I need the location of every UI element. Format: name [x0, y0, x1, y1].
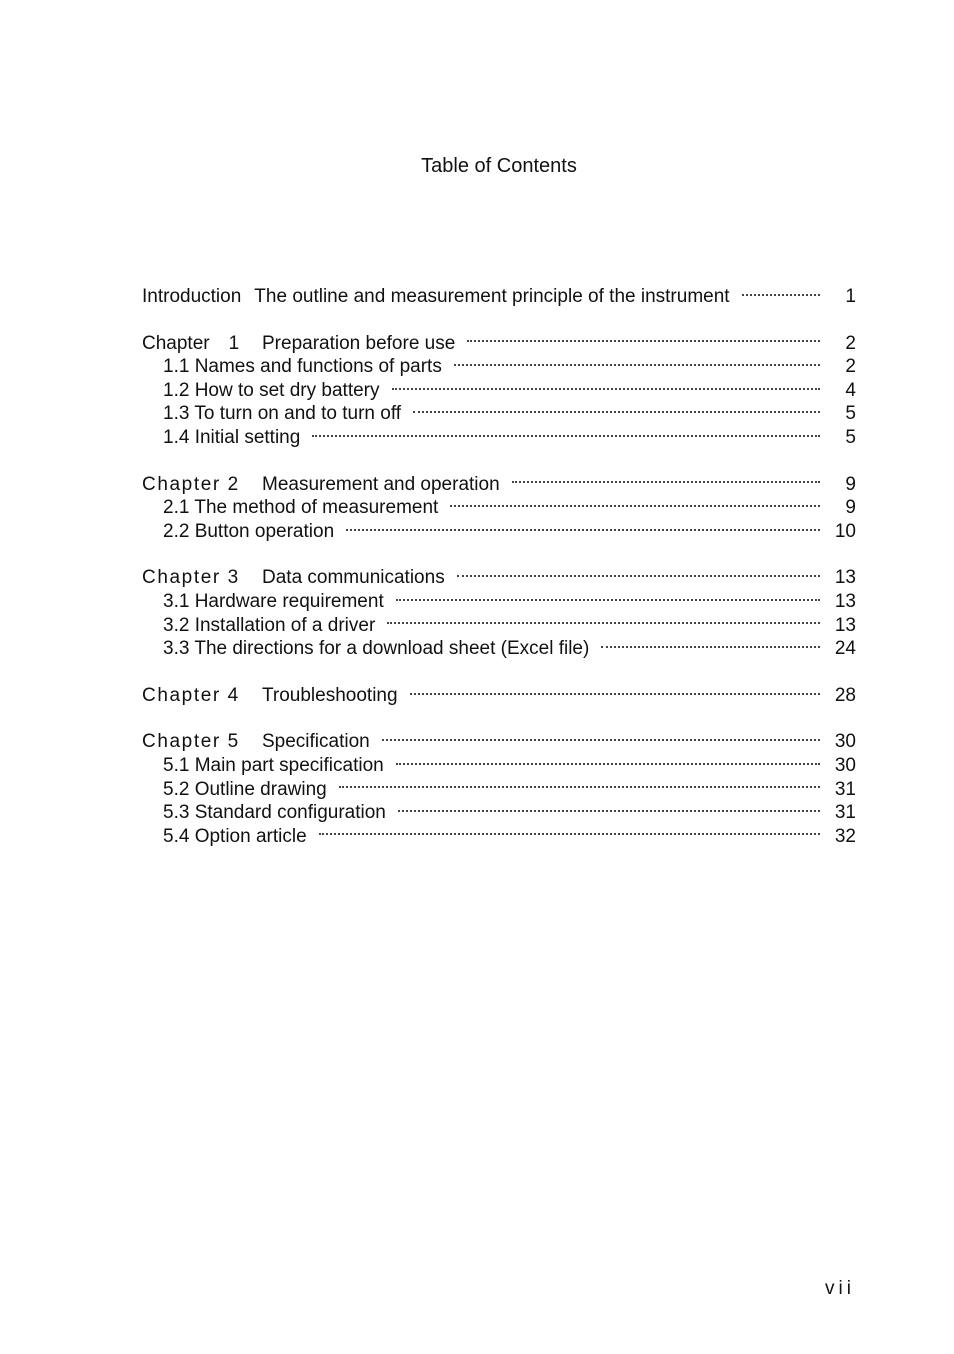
toc-group	[142, 285, 856, 309]
dot-leader	[454, 364, 820, 366]
page-ref: 4	[845, 379, 856, 401]
page-ref: 28	[834, 684, 856, 706]
toc-chapter-entry[interactable]	[142, 684, 856, 708]
toc-section-entry[interactable]	[142, 614, 856, 638]
dot-leader	[339, 786, 820, 788]
dot-leader	[742, 294, 820, 296]
toc-section-entry[interactable]	[142, 402, 856, 426]
section-title: 1.3 To turn on and to turn off	[163, 403, 402, 425]
toc-section-entry[interactable]	[142, 825, 856, 849]
chapter-label: Chapter 1	[142, 332, 240, 354]
toc-section-entry[interactable]	[142, 379, 856, 403]
page-ref: 5	[845, 403, 856, 425]
toc-section-entry[interactable]	[142, 590, 856, 614]
dot-leader	[457, 575, 820, 577]
page-ref: 32	[834, 825, 856, 847]
chapter-label: Introduction	[142, 286, 242, 307]
dot-leader	[382, 739, 820, 741]
dot-leader	[312, 435, 820, 437]
page-ref: 31	[834, 778, 856, 800]
dot-leader	[512, 481, 820, 483]
section-title: 5.2 Outline drawing	[163, 778, 327, 800]
section-title: 3.1 Hardware requirement	[163, 590, 384, 612]
toc-section-entry[interactable]	[142, 778, 856, 802]
page-ref: 13	[834, 590, 856, 612]
page-ref: 30	[834, 731, 856, 753]
page-ref: 30	[834, 754, 856, 776]
dot-leader	[346, 529, 820, 531]
chapter-label: Chapter 4	[142, 684, 240, 706]
section-title: 1.4 Initial setting	[163, 426, 301, 448]
dot-leader	[467, 340, 820, 342]
table-of-contents	[142, 285, 856, 871]
section-title: 2.2 Button operation	[163, 520, 335, 542]
chapter-title: Data communications	[262, 567, 445, 589]
dot-leader	[387, 622, 820, 624]
section-title: 1.2 How to set dry battery	[163, 379, 380, 401]
chapter-label: Chapter 3	[142, 567, 240, 589]
page-ref: 31	[834, 802, 856, 824]
dot-leader	[319, 833, 820, 835]
chapter-title: Measurement and operation	[262, 473, 500, 495]
toc-group	[142, 684, 856, 708]
chapter-label: Chapter 2	[142, 473, 240, 495]
toc-section-entry[interactable]	[142, 426, 856, 450]
page-ref: 10	[834, 520, 856, 542]
page-number: vii	[825, 1278, 855, 1299]
toc-section-entry[interactable]	[142, 754, 856, 778]
dot-leader	[396, 763, 820, 765]
section-title: 5.4 Option article	[163, 825, 307, 847]
section-title: 1.1 Names and functions of parts	[163, 356, 442, 378]
dot-leader	[601, 646, 820, 648]
toc-section-entry[interactable]	[142, 355, 856, 379]
toc-chapter-entry[interactable]	[142, 332, 856, 356]
page-ref: 9	[845, 497, 856, 519]
page-title: Table of Contents	[421, 155, 577, 177]
page-ref: 13	[834, 614, 856, 636]
toc-group	[142, 566, 856, 660]
toc-group	[142, 473, 856, 544]
dot-leader	[450, 505, 820, 507]
dot-leader	[396, 599, 820, 601]
toc-section-entry[interactable]	[142, 801, 856, 825]
toc-chapter-entry[interactable]	[142, 285, 856, 309]
dot-leader	[410, 693, 820, 695]
page-ref: 9	[845, 473, 856, 495]
page-ref: 1	[845, 286, 856, 307]
section-title: 5.3 Standard configuration	[163, 802, 386, 824]
page-ref: 2	[845, 356, 856, 378]
toc-group	[142, 730, 856, 848]
toc-section-entry[interactable]	[142, 520, 856, 544]
section-title: 3.3 The directions for a download sheet (Excel file)	[163, 638, 590, 660]
toc-chapter-entry[interactable]	[142, 566, 856, 590]
page-ref: 13	[834, 567, 856, 589]
chapter-title: Specification	[262, 731, 370, 753]
chapter-label: Chapter 5	[142, 731, 240, 753]
chapter-title: Troubleshooting	[262, 684, 398, 706]
toc-chapter-entry[interactable]	[142, 473, 856, 497]
dot-leader	[398, 810, 820, 812]
section-title: 5.1 Main part specification	[163, 754, 384, 776]
toc-section-entry[interactable]	[142, 496, 856, 520]
page-ref: 24	[834, 638, 856, 660]
dot-leader	[392, 388, 821, 390]
dot-leader	[413, 411, 820, 413]
page-ref: 5	[845, 426, 856, 448]
section-title: 3.2 Installation of a driver	[163, 614, 376, 636]
chapter-title: Preparation before use	[262, 332, 456, 354]
toc-section-entry[interactable]	[142, 637, 856, 661]
toc-group	[142, 332, 856, 450]
chapter-title: The outline and measurement principle of the instrument	[254, 286, 730, 307]
page-ref: 2	[845, 332, 856, 354]
section-title: 2.1 The method of measurement	[163, 497, 439, 519]
toc-chapter-entry[interactable]	[142, 730, 856, 754]
